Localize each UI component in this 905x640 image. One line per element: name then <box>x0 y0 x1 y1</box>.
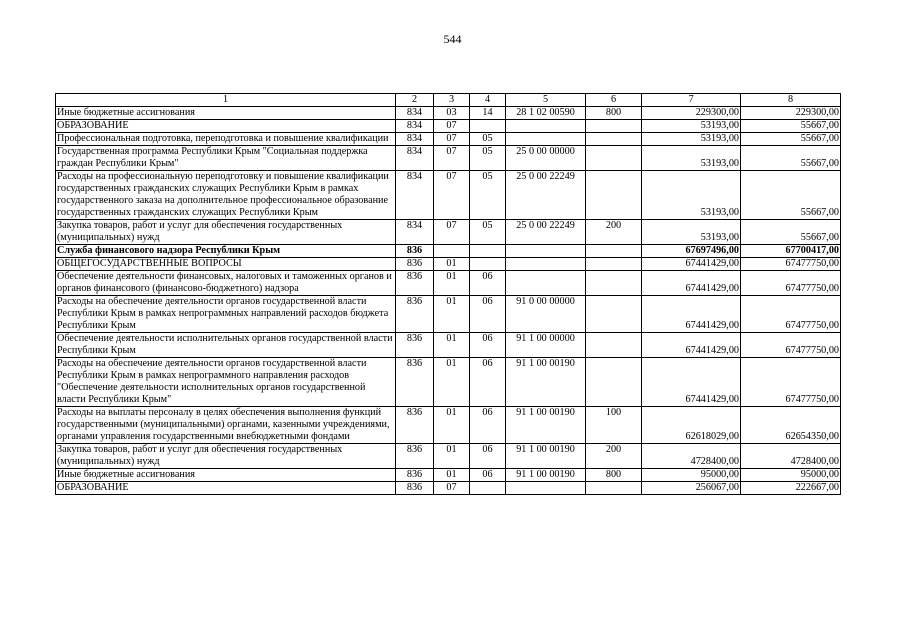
ministry-code-cell: 836 <box>396 407 434 444</box>
amount-year1-cell: 67441429,00 <box>642 258 741 271</box>
subsection-cell: 05 <box>470 220 506 245</box>
amount-year1-cell: 67441429,00 <box>642 296 741 333</box>
ministry-code-cell: 836 <box>396 245 434 258</box>
header-cell: 3 <box>434 94 470 107</box>
ministry-code-cell: 834 <box>396 133 434 146</box>
header-cell: 1 <box>56 94 396 107</box>
section-cell: 07 <box>434 146 470 171</box>
section-cell: 01 <box>434 271 470 296</box>
table-row <box>56 271 841 296</box>
amount-year2-cell: 67477750,00 <box>741 296 841 333</box>
expense-type-cell <box>586 133 642 146</box>
header-cell: 7 <box>642 94 741 107</box>
section-cell <box>434 245 470 258</box>
subsection-cell: 06 <box>470 469 506 482</box>
table-row <box>56 220 841 245</box>
amount-year2-cell: 55667,00 <box>741 120 841 133</box>
header-cell: 8 <box>741 94 841 107</box>
amount-year1-cell: 53193,00 <box>642 133 741 146</box>
section-cell: 07 <box>434 220 470 245</box>
subsection-cell <box>470 245 506 258</box>
target-article-cell: 91 1 00 00190 <box>506 407 586 444</box>
amount-year1-cell: 95000,00 <box>642 469 741 482</box>
subsection-cell: 06 <box>470 444 506 469</box>
amount-year1-cell: 53193,00 <box>642 220 741 245</box>
amount-year1-cell: 53193,00 <box>642 146 741 171</box>
ministry-code-cell: 836 <box>396 444 434 469</box>
expense-type-cell: 200 <box>586 220 642 245</box>
subsection-cell: 05 <box>470 146 506 171</box>
ministry-code-cell: 834 <box>396 107 434 120</box>
expense-type-cell <box>586 245 642 258</box>
table-row <box>56 146 841 171</box>
ministry-code-cell: 834 <box>396 146 434 171</box>
expense-type-cell: 200 <box>586 444 642 469</box>
amount-year2-cell: 67477750,00 <box>741 258 841 271</box>
page-number: 544 <box>443 32 462 46</box>
amount-year2-cell: 55667,00 <box>741 220 841 245</box>
amount-year2-cell: 67477750,00 <box>741 333 841 358</box>
amount-year1-cell: 53193,00 <box>642 120 741 133</box>
section-cell: 01 <box>434 296 470 333</box>
expense-type-cell: 100 <box>586 407 642 444</box>
section-cell: 07 <box>434 133 470 146</box>
section-cell: 07 <box>434 482 470 495</box>
header-cell: 4 <box>470 94 506 107</box>
ministry-code-cell: 836 <box>396 469 434 482</box>
section-cell: 07 <box>434 171 470 220</box>
table-row <box>56 258 841 271</box>
expense-type-cell: 800 <box>586 107 642 120</box>
ministry-code-cell: 834 <box>396 120 434 133</box>
subsection-cell <box>470 482 506 495</box>
row-name-cell: Закупка товаров, работ и услуг для обеспечения государственных (муниципальных) нужд <box>56 220 396 245</box>
amount-year1-cell: 67697496,00 <box>642 245 741 258</box>
subsection-cell <box>470 258 506 271</box>
target-article-cell: 91 0 00 00000 <box>506 296 586 333</box>
ministry-code-cell: 836 <box>396 271 434 296</box>
ministry-code-cell: 836 <box>396 296 434 333</box>
row-name-cell: Расходы на выплаты персоналу в целях обеспечения выполнения функций государственными (муниципальными) органами, казенными учреждениями, органами управления государственными внебюджетными фондами <box>56 407 396 444</box>
ministry-code-cell: 836 <box>396 333 434 358</box>
subsection-cell <box>470 120 506 133</box>
ministry-code-cell: 836 <box>396 482 434 495</box>
ministry-code-cell: 834 <box>396 220 434 245</box>
target-article-cell <box>506 120 586 133</box>
amount-year2-cell: 95000,00 <box>741 469 841 482</box>
row-name-cell: Служба финансового надзора Республики Крым <box>56 245 396 258</box>
target-article-cell: 91 1 00 00190 <box>506 358 586 407</box>
expense-type-cell <box>586 333 642 358</box>
subsection-cell: 06 <box>470 333 506 358</box>
row-name-cell: Расходы на профессиональную переподготовку и повышение квалификации государственных гражданских служащих Республики Крым в рамках государственного заказа на дополнительное профессиональное образование государственных гражданских служащих Республики Крым <box>56 171 396 220</box>
expense-type-cell <box>586 482 642 495</box>
amount-year2-cell: 67700417,00 <box>741 245 841 258</box>
table-row <box>56 469 841 482</box>
table-row <box>56 245 841 258</box>
table-row <box>56 333 841 358</box>
expense-type-cell <box>586 271 642 296</box>
section-cell: 07 <box>434 120 470 133</box>
target-article-cell: 28 1 02 00590 <box>506 107 586 120</box>
section-cell: 01 <box>434 258 470 271</box>
amount-year2-cell: 4728400,00 <box>741 444 841 469</box>
target-article-cell: 91 1 00 00000 <box>506 333 586 358</box>
amount-year1-cell: 62618029,00 <box>642 407 741 444</box>
target-article-cell: 25 0 00 22249 <box>506 220 586 245</box>
section-cell: 01 <box>434 469 470 482</box>
row-name-cell: ОБРАЗОВАНИЕ <box>56 482 396 495</box>
subsection-cell: 05 <box>470 171 506 220</box>
row-name-cell: Обеспечение деятельности исполнительных органов государственной власти Республики Крым <box>56 333 396 358</box>
amount-year1-cell: 67441429,00 <box>642 333 741 358</box>
expense-type-cell <box>586 120 642 133</box>
section-cell: 01 <box>434 444 470 469</box>
expense-type-cell <box>586 258 642 271</box>
header-cell: 5 <box>506 94 586 107</box>
table-row <box>56 120 841 133</box>
amount-year1-cell: 256067,00 <box>642 482 741 495</box>
subsection-cell: 05 <box>470 133 506 146</box>
amount-year2-cell: 55667,00 <box>741 133 841 146</box>
target-article-cell <box>506 245 586 258</box>
section-cell: 01 <box>434 358 470 407</box>
amount-year2-cell: 67477750,00 <box>741 271 841 296</box>
row-name-cell: Закупка товаров, работ и услуг для обеспечения государственных (муниципальных) нужд <box>56 444 396 469</box>
amount-year2-cell: 67477750,00 <box>741 358 841 407</box>
table-row <box>56 171 841 220</box>
row-name-cell: Расходы на обеспечение деятельности органов государственной власти Республики Крым в рамках непрограммного направления расходов "Обеспечение деятельности исполнительных органов государственной власти Республики Крым" <box>56 358 396 407</box>
row-name-cell: Государственная программа Республики Крым "Социальная поддержка граждан Республики Крым" <box>56 146 396 171</box>
table-row <box>56 407 841 444</box>
target-article-cell <box>506 482 586 495</box>
subsection-cell: 06 <box>470 358 506 407</box>
table-header-row <box>56 94 841 107</box>
target-article-cell <box>506 133 586 146</box>
amount-year2-cell: 55667,00 <box>741 146 841 171</box>
row-name-cell: Расходы на обеспечение деятельности органов государственной власти Республики Крым в рамках непрограммных направлений расходов бюджета Республики Крым <box>56 296 396 333</box>
target-article-cell: 91 1 00 00190 <box>506 444 586 469</box>
target-article-cell: 25 0 00 22249 <box>506 171 586 220</box>
header-cell: 6 <box>586 94 642 107</box>
table-row <box>56 107 841 120</box>
header-cell: 2 <box>396 94 434 107</box>
row-name-cell: Обеспечение деятельности финансовых, налоговых и таможенных органов и органов финансового (финансово-бюджетного) надзора <box>56 271 396 296</box>
table-row <box>56 444 841 469</box>
table-row <box>56 296 841 333</box>
budget-table <box>55 93 841 495</box>
table-row <box>56 358 841 407</box>
row-name-cell: ОБРАЗОВАНИЕ <box>56 120 396 133</box>
amount-year1-cell: 67441429,00 <box>642 358 741 407</box>
subsection-cell: 06 <box>470 296 506 333</box>
subsection-cell: 06 <box>470 407 506 444</box>
expense-type-cell <box>586 296 642 333</box>
subsection-cell: 06 <box>470 271 506 296</box>
subsection-cell: 14 <box>470 107 506 120</box>
ministry-code-cell: 834 <box>396 171 434 220</box>
amount-year2-cell: 62654350,00 <box>741 407 841 444</box>
target-article-cell: 25 0 00 00000 <box>506 146 586 171</box>
amount-year2-cell: 222667,00 <box>741 482 841 495</box>
expense-type-cell <box>586 171 642 220</box>
amount-year1-cell: 67441429,00 <box>642 271 741 296</box>
section-cell: 01 <box>434 407 470 444</box>
amount-year1-cell: 4728400,00 <box>642 444 741 469</box>
target-article-cell: 91 1 00 00190 <box>506 469 586 482</box>
ministry-code-cell: 836 <box>396 358 434 407</box>
row-name-cell: Иные бюджетные ассигнования <box>56 107 396 120</box>
expense-type-cell: 800 <box>586 469 642 482</box>
target-article-cell <box>506 258 586 271</box>
amount-year2-cell: 229300,00 <box>741 107 841 120</box>
expense-type-cell <box>586 358 642 407</box>
amount-year1-cell: 53193,00 <box>642 171 741 220</box>
row-name-cell: Профессиональная подготовка, переподготовка и повышение квалификации <box>56 133 396 146</box>
section-cell: 01 <box>434 333 470 358</box>
table-row <box>56 482 841 495</box>
expense-type-cell <box>586 146 642 171</box>
table-row <box>56 133 841 146</box>
amount-year1-cell: 229300,00 <box>642 107 741 120</box>
section-cell: 03 <box>434 107 470 120</box>
row-name-cell: ОБЩЕГОСУДАРСТВЕННЫЕ ВОПРОСЫ <box>56 258 396 271</box>
row-name-cell: Иные бюджетные ассигнования <box>56 469 396 482</box>
ministry-code-cell: 836 <box>396 258 434 271</box>
amount-year2-cell: 55667,00 <box>741 171 841 220</box>
target-article-cell <box>506 271 586 296</box>
